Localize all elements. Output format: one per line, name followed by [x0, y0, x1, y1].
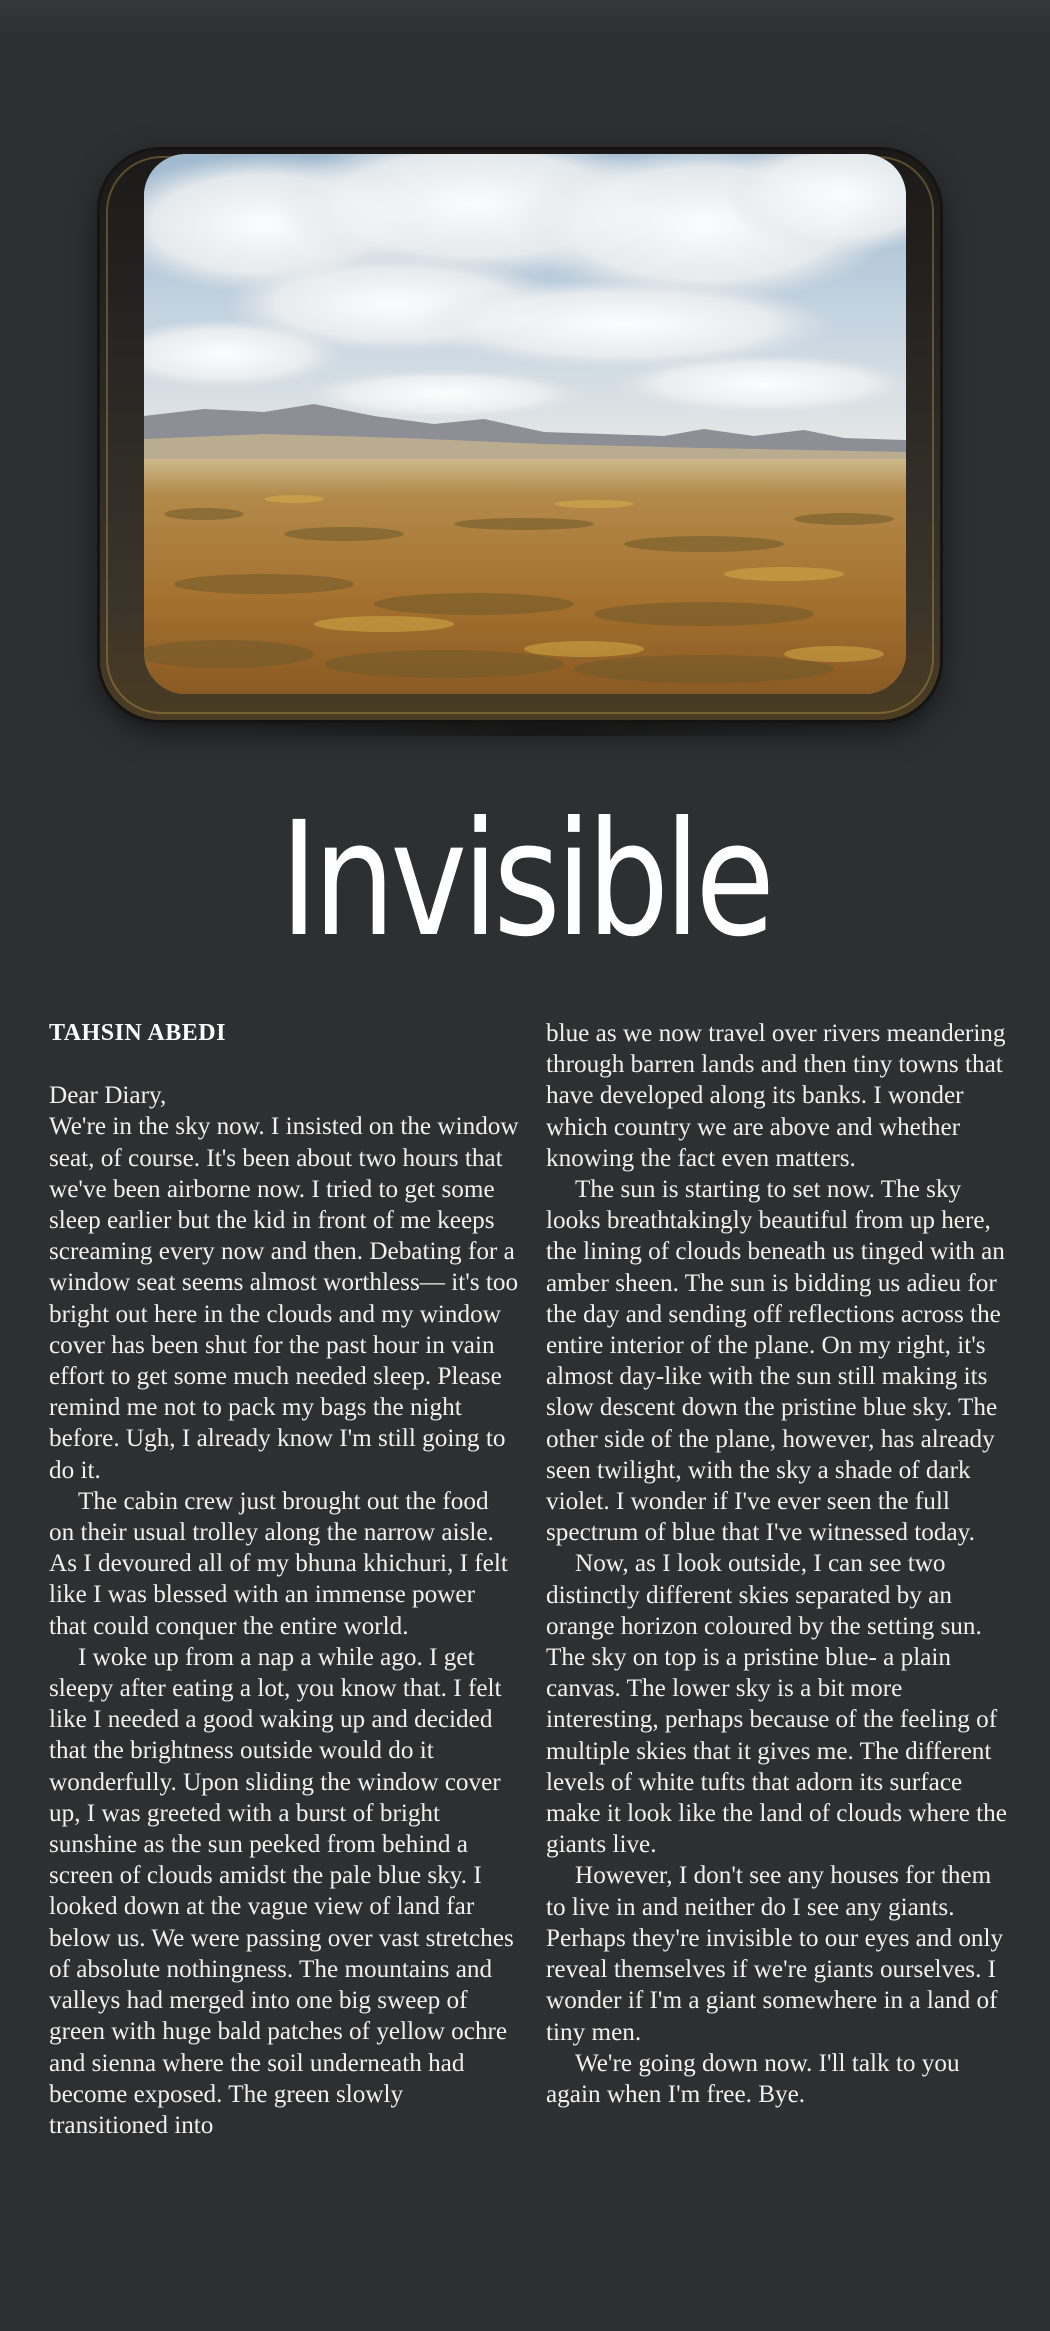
window-landscape-view — [144, 154, 906, 694]
paragraph: We're going down now. I'll talk to you again when I'm free. Bye. — [546, 2049, 960, 2108]
author-byline: TAHSIN ABEDI — [49, 1020, 226, 1046]
paragraph: The cabin crew just brought out the food on their usual trolley along the narrow aisle. As I devoured all of my bhuna khichuri, I felt like I was blessed with an immense power that could conquer the entire world. — [49, 1487, 508, 1640]
top-band — [0, 0, 1050, 40]
paragraph: Now, as I look outside, I can see two distinctly different skies separated by an orange horizon coloured by the setting sun. The sky on top is a pristine blue- a plain canvas. The lower sky is a bit more interesting, perhaps because of the feeling of multiple skies that it gives me. The different levels of white tufts that adorn its surface make it look like the land of clouds where the giants live. — [546, 1550, 1007, 1859]
train-window-illustration — [100, 150, 940, 730]
paragraph: I woke up from a nap a while ago. I get sleepy after eating a lot, you know that. I felt like I needed a good waking up and decided that the brightness outside would do it wonderfully. Upon sliding the window cover up, I was greeted with a burst of bright sunshine as the sun peeked from behind a screen of clouds amidst the pale blue sky. I looked down at the vague view of land far below us. We were passing over vast stretches of absolute nothingness. The mountains and valleys had merged into one big sweep of green with huge bald patches of yellow ochre and sienna where the soil underneath had become exposed. The green slowly transitioned into — [49, 1643, 514, 2139]
window-sill-shadow — [250, 722, 850, 736]
paragraph: However, I don't see any houses for them to live in and neither do I see any giants. Perhaps they're invisible to our eyes and only reveal themselves if we're giants ourselves. I wonder if I'm a giant somewhere in a land of tiny men. — [546, 1862, 1004, 2046]
left-column — [49, 1018, 519, 2141]
right-column — [546, 1018, 1016, 2110]
paragraph: We're in the sky now. I insisted on the window seat, of course. It's been about two hours that we've been airborne now. I tried to get some sleep earlier but the kid in front of me keeps screaming every now and then. Debating for a window seat seems almost worthless— it's too bright out here in the clouds and my window cover has been shut for the past hour in vain effort to get some much needed sleep. Please remind me not to pack my bags the night before. Ugh, I already know I'm still going to do it. — [49, 1113, 519, 1484]
paragraph: blue as we now travel over rivers meandering through barren lands and then tiny towns that have developed along its banks. I wonder which country we are above and whether knowing the fact even matters. — [546, 1020, 1006, 1172]
paragraph-salutation: Dear Diary, — [49, 1082, 167, 1110]
article-title: Invisible — [279, 788, 771, 972]
paragraph: The sun is starting to set now. The sky looks breathtakingly beautiful from up here, the lining of clouds beneath us tinged with an amber sheen. The sun is bidding us adieu for the day and sending off reflections across the entire interior of the plane. On my right, it's almost day-like with the sun still making its slow descent down the pristine blue sky. The other side of the plane, however, has already seen twilight, with the sky a shade of dark violet. I wonder if I've ever seen the full spectrum of blue that I've witnessed today. — [546, 1176, 1005, 1547]
